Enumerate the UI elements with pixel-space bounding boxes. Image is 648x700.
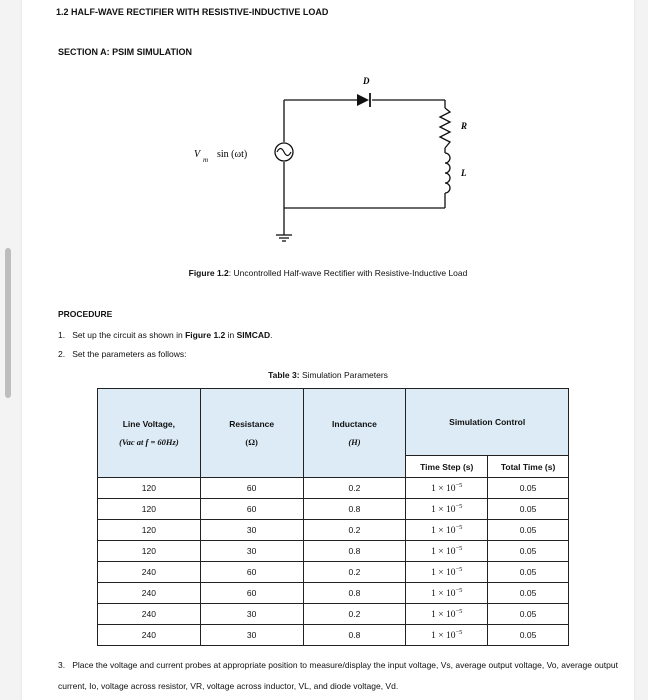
table-cell: 0.05 [488,499,569,520]
header-inductance: Inductance (H) [303,389,406,478]
table-row [98,541,569,562]
subsection-heading: SECTION A: PSIM SIMULATION [58,47,192,57]
table-cell: 120 [98,520,201,541]
table-cell: 120 [98,541,201,562]
procedure-step-3: 3. Place the voltage and current probes at appropriate position to measure/display the input voltage, Vs, average output voltage, Vo, average output current, Io, voltage across resistor, VR, voltage across inductor, VL, and diode voltage, Vd. [58,660,618,691]
table-cell: 0.05 [488,520,569,541]
header-time-step: Time Step (s) [406,456,488,478]
procedure-title: PROCEDURE [58,309,113,319]
time-step-cell: $1 \times 10^{-5}$ [406,625,488,646]
time-step-cell: $1 \times 10^{-5}$ [406,583,488,604]
section-heading: 1.2 HALF-WAVE RECTIFIER WITH RESISTIVE-INDUCTIVE LOAD [56,7,329,17]
svg-text:D: D [363,76,370,86]
table-cell: 0.2 [303,478,406,499]
table-caption: Table 3: Simulation Parameters [268,370,388,380]
table-cell: 0.05 [488,583,569,604]
table-row [98,478,569,499]
table-cell: 0.05 [488,541,569,562]
scrollbar[interactable] [5,248,11,398]
time-step-cell: $1 \times 10^{-5}$ [406,604,488,625]
simulation-parameters-table [97,388,569,646]
table-cell: 120 [98,478,201,499]
header-simulation-control: Simulation Control [406,389,569,456]
svg-text:R: R [461,121,468,131]
table-cell: 60 [200,478,303,499]
header-total-time: Total Time (s) [488,456,569,478]
ac-source-icon [275,143,293,161]
document-page [22,0,634,700]
svg-text:sin (ωt): sin (ωt) [217,149,248,160]
table-cell: 30 [200,604,303,625]
time-step-cell: $1 \times 10^{-5}$ [406,520,488,541]
table-row [98,520,569,541]
table-cell: 0.05 [488,478,569,499]
table-cell: 0.05 [488,604,569,625]
table-row [98,625,569,646]
table-cell: 240 [98,583,201,604]
table-cell: 0.2 [303,520,406,541]
table-cell: 120 [98,499,201,520]
time-step-cell: $1 \times 10^{-5}$ [406,541,488,562]
circuit-diagram [22,0,634,260]
table-cell: 0.8 [303,583,406,604]
header-resistance: Resistance (Ω) [200,389,303,478]
diode-icon [357,93,370,107]
time-step-cell: $1 \times 10^{-5}$ [406,562,488,583]
figure-caption: Figure 1.2: Uncontrolled Half-wave Rectifier with Resistive-Inductive Load [188,268,468,278]
table-row [98,583,569,604]
table-cell: 0.05 [488,562,569,583]
table-cell: 0.8 [303,499,406,520]
table-cell: 0.8 [303,541,406,562]
table-row [98,499,569,520]
svg-text:L: L [461,168,467,178]
table-cell: 60 [200,562,303,583]
table-cell: 0.2 [303,562,406,583]
table-cell: 30 [200,520,303,541]
table-cell: 30 [200,541,303,562]
table-cell: 0.05 [488,625,569,646]
table-cell: 240 [98,562,201,583]
table-cell: 240 [98,625,201,646]
table-row [98,604,569,625]
table-cell: 60 [200,583,303,604]
table-cell: 0.2 [303,604,406,625]
table-cell: 0.8 [303,625,406,646]
header-line-voltage: Line Voltage, (Vac at f = 60Hz) [98,389,201,478]
time-step-cell: $1 \times 10^{-5}$ [406,478,488,499]
procedure-step-1: 1. Set up the circuit as shown in Figure 1.2 in SIMCAD. [58,330,273,340]
table-cell: 60 [200,499,303,520]
time-step-cell: $1 \times 10^{-5}$ [406,499,488,520]
table-row [98,562,569,583]
procedure-step-2: 2. Set the parameters as follows: [58,349,187,359]
svg-text:V: V [194,149,201,160]
table-cell: 240 [98,604,201,625]
table-cell: 30 [200,625,303,646]
svg-text:m: m [203,156,209,164]
